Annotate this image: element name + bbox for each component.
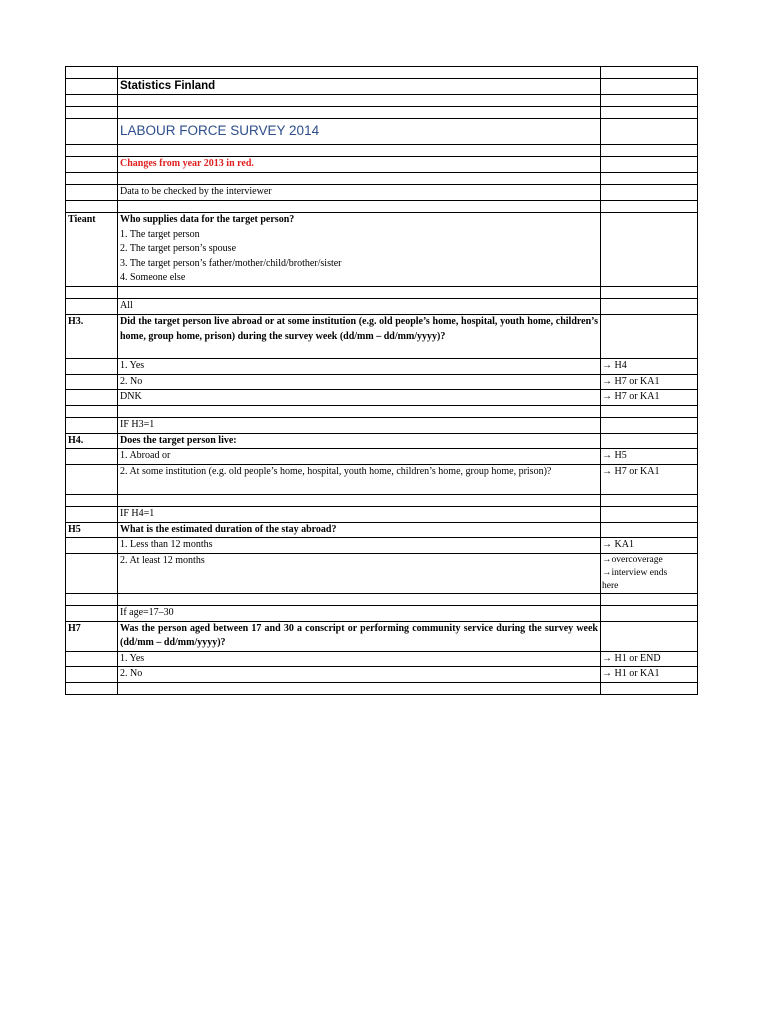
answer-option: 2. At least 12 months xyxy=(118,553,601,593)
option-row xyxy=(66,538,698,554)
question-h4 xyxy=(66,433,698,449)
filter-text: If age=17–30 xyxy=(118,605,601,621)
route-line: →interview ends xyxy=(602,567,668,578)
answer-option: 1. Yes xyxy=(118,359,601,375)
route-text: → H7 or KA1 xyxy=(601,390,698,406)
option-row xyxy=(66,374,698,390)
answer-option: 2. At some institution (e.g. old people’s home, hospital, youth home, children’s home, group home, prison)? xyxy=(118,464,601,494)
route-text: → H7 or KA1 xyxy=(601,464,698,494)
filter-row xyxy=(66,605,698,621)
route-text: → H1 or END xyxy=(601,651,698,667)
blank-row xyxy=(66,173,698,185)
survey-sheet xyxy=(65,66,698,695)
question-h3 xyxy=(66,315,698,359)
option-row xyxy=(66,449,698,465)
question-text: Does the target person live: xyxy=(118,433,601,449)
option-row xyxy=(66,553,698,593)
question-code: H4. xyxy=(66,433,118,449)
changes-row xyxy=(66,157,698,173)
route-text: → KA1 xyxy=(601,538,698,554)
blank-row xyxy=(66,67,698,79)
blank-row xyxy=(66,593,698,605)
blank-row xyxy=(66,95,698,107)
title-row xyxy=(66,119,698,145)
blank-row xyxy=(66,494,698,506)
answer-option: 1. Less than 12 months xyxy=(118,538,601,554)
filter-text: IF H3=1 xyxy=(118,417,601,433)
question-h7 xyxy=(66,621,698,651)
answer-option: 4. Someone else xyxy=(120,272,186,283)
question-text: Was the person aged between 17 and 30 a conscript or performing community service during the survey week (dd/mm – dd/mm/yyyy)? xyxy=(118,621,601,651)
answer-option: 2. No xyxy=(118,667,601,683)
question-code: H5 xyxy=(66,522,118,538)
answer-option: DNK xyxy=(118,390,601,406)
filter-row xyxy=(66,506,698,522)
question-code: H7 xyxy=(66,621,118,651)
answer-option: 3. The target person’s father/mother/child/brother/sister xyxy=(120,257,342,269)
blank-row xyxy=(66,405,698,417)
question-code: Tieant xyxy=(66,213,118,287)
answer-option: 1. Yes xyxy=(118,651,601,667)
question-text: Did the target person live abroad or at some institution (e.g. old people’s home, hospital, youth home, children’s home, group home, prison) during the survey week (dd/mm – dd/mm/yyyy)? xyxy=(118,315,601,359)
option-row xyxy=(66,359,698,375)
org-row xyxy=(66,79,698,95)
filter-row xyxy=(66,417,698,433)
question-block xyxy=(118,213,601,287)
question-text: Who supplies data for the target person? xyxy=(120,214,295,225)
option-row xyxy=(66,667,698,683)
changes-note: Changes from year 2013 in red. xyxy=(118,157,601,173)
answer-option: 2. The target person’s spouse xyxy=(120,243,237,254)
filter-row xyxy=(66,299,698,315)
blank-row xyxy=(66,107,698,119)
filter-text: IF H4=1 xyxy=(118,506,601,522)
route-text: → H5 xyxy=(601,449,698,465)
route-text: → H7 or KA1 xyxy=(601,374,698,390)
blank-row xyxy=(66,201,698,213)
route-line: here xyxy=(602,580,619,591)
answer-option: 1. The target person xyxy=(120,228,200,240)
question-code: H3. xyxy=(66,315,118,359)
question-h5 xyxy=(66,522,698,538)
option-row xyxy=(66,390,698,406)
blank-row xyxy=(66,287,698,299)
route-text xyxy=(601,553,698,593)
check-note: Data to be checked by the interviewer xyxy=(118,185,601,201)
route-text: → H1 or KA1 xyxy=(601,667,698,683)
route-line: →overcoverage xyxy=(602,554,663,565)
filter-text: All xyxy=(118,299,601,315)
answer-option: 1. Abroad or xyxy=(118,449,601,465)
survey-title: LABOUR FORCE SURVEY 2014 xyxy=(118,119,601,145)
route-text: → H4 xyxy=(601,359,698,375)
org-name: Statistics Finland xyxy=(118,79,601,95)
blank-row xyxy=(66,682,698,694)
check-row xyxy=(66,185,698,201)
option-row xyxy=(66,464,698,494)
answer-option: 2. No xyxy=(118,374,601,390)
question-text: What is the estimated duration of the stay abroad? xyxy=(118,522,601,538)
option-row xyxy=(66,651,698,667)
blank-row xyxy=(66,145,698,157)
question-tieant xyxy=(66,213,698,287)
